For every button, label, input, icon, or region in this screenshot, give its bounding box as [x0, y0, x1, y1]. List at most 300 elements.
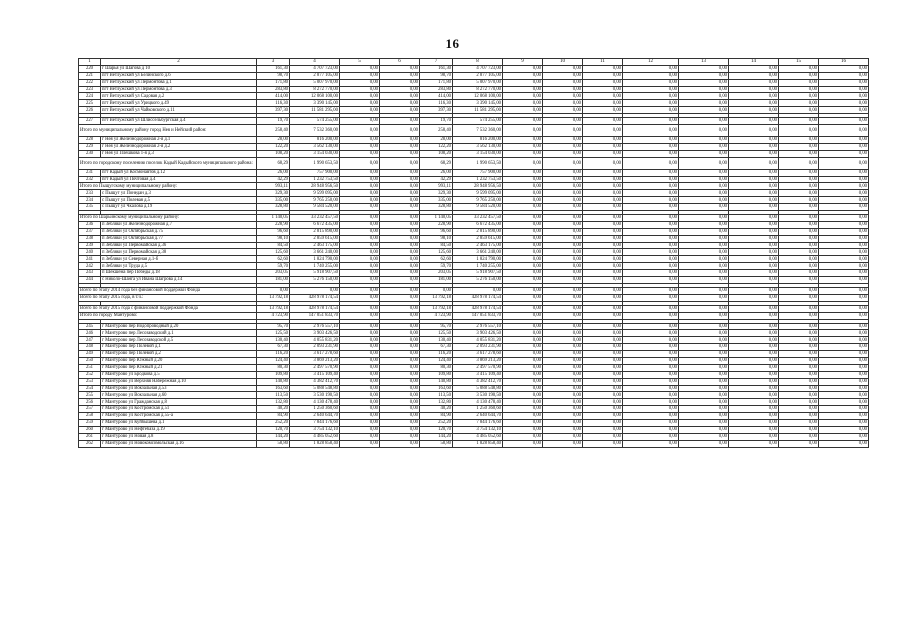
value-cell: 0,00: [543, 419, 583, 426]
column-number-header: 16: [819, 59, 869, 66]
value-cell: 95,70: [257, 323, 290, 330]
value-cell: 0,00: [819, 100, 869, 107]
value-cell: 0,00: [679, 100, 729, 107]
address-cell: п Зебляки ул Первомайская д.36: [101, 242, 257, 249]
value-cell: 5 276 150,00: [453, 277, 503, 284]
value-cell: 0,00: [623, 385, 679, 392]
value-cell: 0,00: [340, 242, 380, 249]
value-cell: 144,20: [257, 433, 290, 440]
value-cell: 0,00: [340, 107, 380, 114]
value-cell: 58,80: [257, 440, 290, 447]
value-cell: 0,00: [340, 176, 380, 183]
value-cell: 7 844 176,60: [290, 419, 340, 426]
value-cell: 0,00: [819, 399, 869, 406]
value-cell: 0,00: [679, 312, 729, 319]
value-cell: 3 390 145,00: [290, 100, 340, 107]
value-cell: 0,00: [503, 65, 543, 72]
row-number-cell: 237: [79, 228, 101, 235]
value-cell: 0,00: [623, 330, 679, 337]
value-cell: 0,00: [380, 392, 420, 399]
value-cell: 0,00: [779, 197, 819, 204]
value-cell: 0,00: [340, 228, 380, 235]
value-cell: 3 530 190,50: [290, 392, 340, 399]
value-cell: 5 918 907,50: [290, 270, 340, 277]
value-cell: 0,00: [503, 392, 543, 399]
value-cell: 0,00: [729, 337, 779, 344]
value-cell: 0,00: [583, 392, 623, 399]
value-cell: 2 640 644,70: [453, 413, 503, 420]
value-cell: 80,30: [420, 364, 453, 371]
value-cell: 0,00: [380, 204, 420, 211]
value-cell: 0,00: [503, 215, 543, 222]
value-cell: 0,00: [779, 215, 819, 222]
value-cell: 0,00: [340, 294, 380, 301]
value-cell: 0,00: [380, 277, 420, 284]
address-cell: г Мантурово пер Южный д.21: [101, 364, 257, 371]
value-cell: 0,00: [340, 277, 380, 284]
value-cell: 0,00: [380, 270, 420, 277]
value-cell: 132,80: [420, 399, 453, 406]
address-cell: г Мантурово ул Нефтебаза д.19: [101, 426, 257, 433]
value-cell: 0,00: [679, 190, 729, 197]
address-cell: пгт Ветлужский ул Лермонтова д.1: [101, 79, 257, 86]
value-cell: 9 584 520,00: [453, 204, 503, 211]
value-cell: 0,00: [543, 440, 583, 447]
row-number-cell: 251: [79, 364, 101, 371]
value-cell: 108,20: [257, 150, 290, 157]
value-cell: 0,00: [679, 413, 729, 420]
value-cell: 0,00: [380, 287, 420, 294]
summary-row: [79, 312, 869, 319]
value-cell: 11 581 295,00: [453, 107, 503, 114]
value-cell: 96,60: [257, 228, 290, 235]
value-cell: 0,00: [503, 197, 543, 204]
value-cell: 84,50: [420, 242, 453, 249]
address-cell: г Мантурово ул Гражданская д.8: [101, 399, 257, 406]
row-number-cell: 224: [79, 93, 101, 100]
value-cell: 0,00: [380, 235, 420, 242]
row-number-cell: 226: [79, 107, 101, 114]
value-cell: 0,00: [543, 183, 583, 190]
value-cell: 0,00: [583, 242, 623, 249]
value-cell: 0,00: [583, 157, 623, 169]
value-cell: 0,00: [779, 378, 819, 385]
row-number-cell: 232: [79, 176, 101, 183]
row-number-cell: 241: [79, 256, 101, 263]
value-cell: 0,00: [819, 337, 869, 344]
column-number-header: 4: [290, 59, 340, 66]
value-cell: 0,00: [340, 169, 380, 176]
address-cell: п Зебляки ул Труда д.5: [101, 263, 257, 270]
value-cell: 0,00: [779, 79, 819, 86]
table-row: [79, 426, 869, 433]
row-number-cell: 247: [79, 337, 101, 344]
value-cell: 19,70: [420, 118, 453, 125]
value-cell: 0,00: [380, 107, 420, 114]
value-cell: 1 824 790,00: [290, 256, 340, 263]
address-cell: п Зебляки ул Октябрьская д.75: [101, 228, 257, 235]
table-row: [79, 419, 869, 426]
value-cell: 4 723,90: [420, 312, 453, 319]
value-cell: 0,00: [819, 263, 869, 270]
register-table: [78, 58, 869, 448]
address-cell: г Мантурово ул Новая д.8: [101, 433, 257, 440]
value-cell: 0,00: [503, 157, 543, 169]
value-cell: 0,00: [503, 294, 543, 301]
value-cell: 0,00: [819, 305, 869, 312]
row-number-cell: 238: [79, 235, 101, 242]
table-row: [79, 344, 869, 351]
value-cell: 0,00: [679, 215, 729, 222]
value-cell: 0,00: [819, 351, 869, 358]
address-cell: с Николо-Шанга ул Ивана Шагрова д.14: [101, 277, 257, 284]
value-cell: 0,00: [819, 364, 869, 371]
value-cell: 0,00: [819, 221, 869, 228]
value-cell: 283,80: [257, 86, 290, 93]
value-cell: 0,00: [779, 270, 819, 277]
value-cell: 0,00: [257, 287, 290, 294]
value-cell: 0,00: [819, 157, 869, 169]
value-cell: 116,30: [420, 100, 453, 107]
address-cell: п Зебляки ул Октябрьская д.77: [101, 235, 257, 242]
value-cell: 0,00: [623, 294, 679, 301]
value-cell: 0,00: [583, 357, 623, 364]
value-cell: 0,00: [729, 72, 779, 79]
address-cell: с Пыщуг ул Понедан д.3: [101, 190, 257, 197]
value-cell: 0,00: [623, 204, 679, 211]
value-cell: 0,00: [583, 100, 623, 107]
value-cell: 147 051 833,70: [290, 312, 340, 319]
value-cell: 0,00: [503, 143, 543, 150]
value-cell: 2 976 557,10: [453, 323, 503, 330]
address-cell: г Мантурово пер Южный д.20: [101, 357, 257, 364]
value-cell: 0,00: [340, 330, 380, 337]
value-cell: 0,00: [679, 294, 729, 301]
value-cell: 0,00: [623, 312, 679, 319]
value-cell: 0,00: [583, 337, 623, 344]
value-cell: 0,00: [503, 204, 543, 211]
value-cell: 0,00: [290, 287, 340, 294]
value-cell: 0,00: [779, 419, 819, 426]
summary-row: [79, 294, 869, 301]
value-cell: 0,00: [543, 143, 583, 150]
value-cell: 2 093 231,90: [453, 344, 503, 351]
value-cell: 0,00: [819, 249, 869, 256]
value-cell: 0,00: [380, 440, 420, 447]
row-number-cell: 231: [79, 169, 101, 176]
value-cell: 28 948 956,50: [290, 183, 340, 190]
value-cell: 0,00: [679, 86, 729, 93]
row-number-cell: 260: [79, 426, 101, 433]
value-cell: 0,00: [583, 65, 623, 72]
value-cell: 0,00: [503, 118, 543, 125]
value-cell: 0,00: [583, 287, 623, 294]
table-row: [79, 79, 869, 86]
value-cell: 0,00: [623, 263, 679, 270]
value-cell: 0,00: [729, 419, 779, 426]
value-cell: 0,00: [583, 378, 623, 385]
value-cell: 0,00: [729, 228, 779, 235]
row-number-cell: 252: [79, 371, 101, 378]
value-cell: 0,00: [729, 93, 779, 100]
value-cell: 0,00: [453, 287, 503, 294]
value-cell: 0,00: [679, 256, 729, 263]
value-cell: 0,00: [819, 93, 869, 100]
value-cell: 0,00: [543, 228, 583, 235]
value-cell: 62,60: [257, 256, 290, 263]
value-cell: 98,10: [257, 235, 290, 242]
row-number-cell: 253: [79, 378, 101, 385]
value-cell: 0,00: [583, 143, 623, 150]
value-cell: 4 707 723,00: [453, 65, 503, 72]
value-cell: 0,00: [623, 86, 679, 93]
value-cell: 0,00: [583, 72, 623, 79]
table-row: [79, 118, 869, 125]
value-cell: 161,30: [420, 65, 453, 72]
value-cell: 0,00: [543, 344, 583, 351]
value-cell: 0,00: [380, 65, 420, 72]
value-cell: 0,00: [583, 107, 623, 114]
value-cell: 33 232 457,50: [290, 215, 340, 222]
value-cell: 0,00: [679, 392, 729, 399]
value-cell: 0,00: [779, 137, 819, 144]
row-number-cell: 220: [79, 65, 101, 72]
value-cell: 5 918 907,50: [453, 270, 503, 277]
value-cell: 1 824 790,00: [453, 256, 503, 263]
address-cell: п Зебляки ул Первомайская д.38: [101, 249, 257, 256]
value-cell: 0,00: [679, 263, 729, 270]
value-cell: 0,00: [819, 371, 869, 378]
value-cell: 0,00: [503, 337, 543, 344]
value-cell: 0,00: [623, 176, 679, 183]
value-cell: 0,00: [679, 221, 729, 228]
value-cell: 84,90: [420, 413, 453, 420]
value-cell: 0,00: [380, 378, 420, 385]
value-cell: 0,00: [583, 204, 623, 211]
value-cell: 0,00: [380, 72, 420, 79]
value-cell: 171,80: [257, 79, 290, 86]
value-cell: 0,00: [729, 351, 779, 358]
value-cell: 0,00: [729, 385, 779, 392]
value-cell: 0,00: [623, 190, 679, 197]
value-cell: 0,00: [779, 100, 819, 107]
table-row: [79, 228, 869, 235]
row-number-cell: 245: [79, 323, 101, 330]
value-cell: 0,00: [543, 378, 583, 385]
column-number-header: 1: [79, 59, 101, 66]
row-number-cell: 246: [79, 330, 101, 337]
value-cell: 0,00: [380, 357, 420, 364]
value-cell: 0,00: [340, 235, 380, 242]
value-cell: 0,00: [623, 125, 679, 137]
value-cell: 8 272 770,00: [290, 86, 340, 93]
value-cell: 0,00: [340, 287, 380, 294]
value-cell: 0,00: [380, 197, 420, 204]
value-cell: 1 828 858,40: [453, 440, 503, 447]
address-cell: пгт Ветлужский ул Шлиссельбургская д.4: [101, 118, 257, 125]
value-cell: 0,00: [679, 364, 729, 371]
value-cell: 228,90: [420, 221, 453, 228]
table-row: [79, 323, 869, 330]
value-cell: 0,00: [503, 270, 543, 277]
value-cell: 0,00: [503, 169, 543, 176]
value-cell: 0,00: [503, 79, 543, 86]
value-cell: 0,00: [623, 235, 679, 242]
value-cell: 4 130 478,40: [290, 399, 340, 406]
value-cell: 58,80: [420, 440, 453, 447]
value-cell: 0,00: [679, 277, 729, 284]
value-cell: 4 723,90: [257, 312, 290, 319]
value-cell: 0,00: [543, 413, 583, 420]
value-cell: 163,60: [420, 385, 453, 392]
value-cell: 0,00: [543, 93, 583, 100]
value-cell: 113,50: [257, 392, 290, 399]
value-cell: 0,00: [779, 364, 819, 371]
value-cell: 0,00: [679, 72, 729, 79]
value-cell: 0,00: [779, 169, 819, 176]
value-cell: 0,00: [543, 169, 583, 176]
row-number-cell: 228: [79, 137, 101, 144]
address-cell: г Мантурово ул Вокзальная д.60: [101, 392, 257, 399]
value-cell: 2 463 175,00: [290, 242, 340, 249]
value-cell: 0,00: [679, 242, 729, 249]
row-number-cell: 225: [79, 100, 101, 107]
value-cell: 0,00: [679, 426, 729, 433]
value-cell: 12 068 100,00: [453, 93, 503, 100]
table-row: [79, 235, 869, 242]
value-cell: 0,00: [340, 221, 380, 228]
value-cell: 0,00: [729, 137, 779, 144]
value-cell: 0,00: [729, 242, 779, 249]
value-cell: 0,00: [679, 150, 729, 157]
value-cell: 0,00: [679, 433, 729, 440]
value-cell: 0,00: [543, 392, 583, 399]
value-cell: 0,00: [623, 72, 679, 79]
value-cell: 0,00: [779, 183, 819, 190]
value-cell: 0,00: [779, 440, 819, 447]
value-cell: 0,00: [380, 419, 420, 426]
value-cell: 0,00: [819, 150, 869, 157]
table-row: [79, 169, 869, 176]
value-cell: 0,00: [623, 157, 679, 169]
value-cell: 0,00: [583, 312, 623, 319]
value-cell: 5 088 548,80: [453, 385, 503, 392]
value-cell: 0,00: [679, 143, 729, 150]
value-cell: 0,00: [779, 176, 819, 183]
value-cell: 3 530 190,50: [453, 392, 503, 399]
value-cell: 0,00: [729, 378, 779, 385]
row-number-cell: 259: [79, 419, 101, 426]
value-cell: 0,00: [503, 357, 543, 364]
value-cell: 2 877 105,00: [453, 72, 503, 79]
value-cell: 0,00: [623, 215, 679, 222]
address-cell: пгт Ветлужский ул Садовая д.2: [101, 93, 257, 100]
value-cell: 0,00: [380, 344, 420, 351]
address-cell: пгт Ветлужский ул Белинского д.6: [101, 72, 257, 79]
value-cell: 0,00: [380, 125, 420, 137]
value-cell: 0,00: [543, 312, 583, 319]
value-cell: 5 276 150,00: [290, 277, 340, 284]
value-cell: 0,00: [503, 86, 543, 93]
value-cell: 0,00: [340, 215, 380, 222]
summary-row: [79, 305, 869, 312]
value-cell: 109,80: [420, 371, 453, 378]
value-cell: 0,00: [380, 242, 420, 249]
value-cell: 0,00: [503, 263, 543, 270]
table-row: [79, 392, 869, 399]
table-row: [79, 413, 869, 420]
value-cell: 0,00: [623, 107, 679, 114]
value-cell: 0,00: [623, 287, 679, 294]
value-cell: 33 232 457,50: [453, 215, 503, 222]
value-cell: 0,00: [380, 190, 420, 197]
value-cell: 0,00: [729, 294, 779, 301]
value-cell: 0,00: [819, 65, 869, 72]
value-cell: 0,00: [340, 323, 380, 330]
value-cell: 0,00: [679, 107, 729, 114]
value-cell: 0,00: [679, 287, 729, 294]
value-cell: 0,00: [623, 137, 679, 144]
value-cell: 0,00: [779, 344, 819, 351]
value-cell: 130,40: [257, 337, 290, 344]
value-cell: 0,00: [543, 385, 583, 392]
value-cell: 40,20: [257, 406, 290, 413]
row-number-cell: 242: [79, 263, 101, 270]
value-cell: 122,20: [257, 143, 290, 150]
value-cell: 0,00: [340, 157, 380, 169]
value-cell: 0,00: [380, 351, 420, 358]
value-cell: 3 154 030,00: [290, 150, 340, 157]
value-cell: 0,00: [380, 100, 420, 107]
value-cell: 0,00: [623, 351, 679, 358]
value-cell: 0,00: [380, 169, 420, 176]
value-cell: 1 740 255,00: [290, 263, 340, 270]
value-cell: 140,80: [420, 378, 453, 385]
value-cell: 0,00: [503, 242, 543, 249]
value-cell: 0,00: [623, 433, 679, 440]
table-row: [79, 249, 869, 256]
value-cell: 0,00: [380, 323, 420, 330]
value-cell: 0,00: [819, 137, 869, 144]
value-cell: 0,00: [819, 440, 869, 447]
value-cell: 3 617 278,60: [453, 351, 503, 358]
value-cell: 0,00: [779, 371, 819, 378]
value-cell: 0,00: [503, 406, 543, 413]
value-cell: 0,00: [380, 371, 420, 378]
value-cell: 116,20: [420, 351, 453, 358]
value-cell: 67,30: [257, 344, 290, 351]
value-cell: 0,00: [623, 337, 679, 344]
value-cell: 0,00: [583, 440, 623, 447]
value-cell: 0,00: [779, 256, 819, 263]
value-cell: 0,00: [819, 426, 869, 433]
value-cell: 428 978 174,54: [290, 305, 340, 312]
value-cell: 0,00: [543, 235, 583, 242]
value-cell: 0,00: [340, 392, 380, 399]
value-cell: 0,00: [340, 406, 380, 413]
value-cell: 0,00: [340, 351, 380, 358]
value-cell: 0,00: [380, 406, 420, 413]
value-cell: 0,00: [679, 65, 729, 72]
value-cell: 0,00: [380, 157, 420, 169]
value-cell: 28,00: [257, 137, 290, 144]
value-cell: 0,00: [779, 143, 819, 150]
value-cell: 0,00: [583, 344, 623, 351]
value-cell: 0,00: [623, 371, 679, 378]
value-cell: 0,00: [779, 399, 819, 406]
value-cell: 98,10: [420, 235, 453, 242]
value-cell: 4 707 723,00: [290, 65, 340, 72]
